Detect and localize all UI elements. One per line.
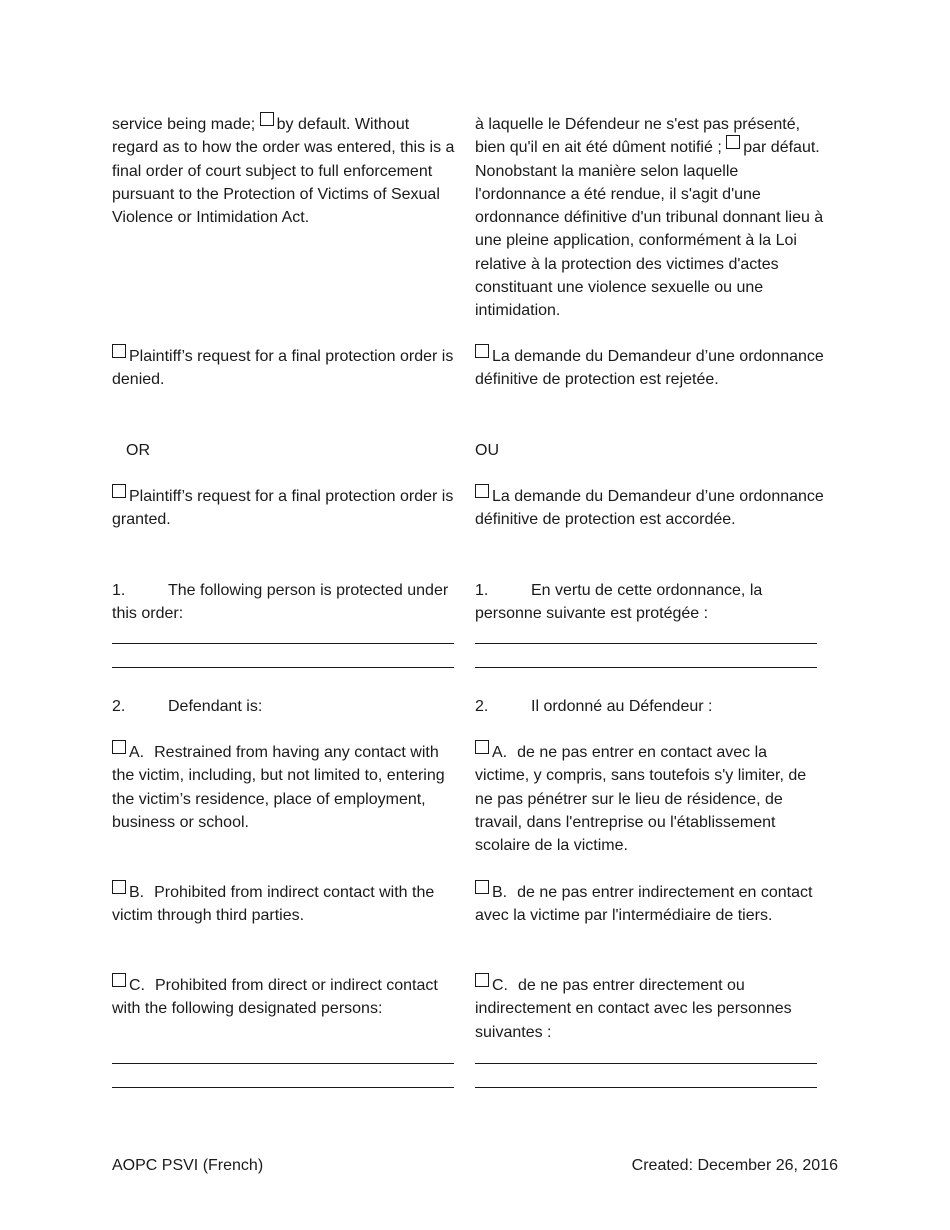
fr-granted-checkbox[interactable] <box>475 484 489 498</box>
en-denied-checkbox[interactable] <box>112 344 126 358</box>
en-option-a <box>112 741 457 834</box>
fr-designated-persons-line-1[interactable] <box>475 1063 817 1064</box>
en-option-b-label: B. <box>129 884 145 901</box>
en-item-1-text: The following person is protected under this order: <box>112 582 449 623</box>
fr-intro-body: par défaut. Nonobstant la manière selon laquelle l'ordonnance a été rendue, il s'agit d'une ordonnance définitive d'un tribunal donnant lieu à une pleine application, conformément à la Loi relative à la protection des victimes d'actes constituant une violence sexuelle ou une intimidation. <box>475 139 824 320</box>
fr-denied-checkbox[interactable] <box>475 344 489 358</box>
en-granted-checkbox[interactable] <box>112 484 126 498</box>
fr-option-a-label: A. <box>492 744 508 761</box>
fr-option-b-text: de ne pas entrer indirectement en contact avec la victime par l'intermédiaire de tiers. <box>475 884 813 925</box>
fr-option-a <box>475 741 825 857</box>
fr-item-2-text: Il ordonné au Défendeur : <box>531 698 713 715</box>
fr-item-1-text: En vertu de cette ordonnance, la personne suivante est protégée : <box>475 582 763 623</box>
en-option-b-text: Prohibited from indirect contact with the victim through third parties. <box>112 884 435 925</box>
en-option-a-label: A. <box>129 744 145 761</box>
fr-option-a-checkbox[interactable] <box>475 740 489 754</box>
en-intro-paragraph <box>112 113 457 229</box>
en-option-c-text: Prohibited from direct or indirect contact with the following designated persons: <box>112 977 438 1018</box>
fr-option-c-checkbox[interactable] <box>475 973 489 987</box>
en-item-2-number: 2. <box>112 698 126 715</box>
en-protected-person-line-1[interactable] <box>112 643 454 644</box>
en-option-c <box>112 974 457 1021</box>
fr-option-c <box>475 974 825 1044</box>
fr-or-label: OU <box>475 442 499 459</box>
fr-protected-person-line-2[interactable] <box>475 667 817 668</box>
fr-denied-option <box>475 345 825 392</box>
fr-option-b-label: B. <box>492 884 508 901</box>
en-or-label: OR <box>126 442 150 459</box>
fr-designated-persons-line-2[interactable] <box>475 1087 817 1088</box>
en-granted-text: Plaintiff’s request for a final protection order is granted. <box>112 488 454 529</box>
en-denied-text: Plaintiff’s request for a final protection order is denied. <box>112 348 454 389</box>
en-intro-body: by default. Without regard as to how the order was entered, this is a final order of court subject to full enforcement pursuant to the Protection of Victims of Sexual Violence or Intimidation Act. <box>112 116 455 227</box>
fr-item-1 <box>475 579 825 626</box>
fr-item-1-number: 1. <box>475 582 489 599</box>
en-item-1 <box>112 579 457 626</box>
fr-granted-text: La demande du Demandeur d’une ordonnance définitive de protection est accordée. <box>475 488 824 529</box>
fr-intro-paragraph <box>475 113 825 323</box>
en-item-2-text: Defendant is: <box>168 698 263 715</box>
fr-option-c-text: de ne pas entrer directement ou indirectement en contact avec les personnes suivantes : <box>475 977 792 1041</box>
en-intro-lead: service being made; <box>112 116 256 133</box>
fr-intro-lead: à laquelle le Défendeur ne s'est pas présenté, bien qu'il en ait été dûment notifié ; <box>475 116 801 157</box>
fr-option-b-checkbox[interactable] <box>475 880 489 894</box>
fr-item-2-number: 2. <box>475 698 489 715</box>
en-granted-option <box>112 485 457 532</box>
en-option-c-checkbox[interactable] <box>112 973 126 987</box>
fr-option-a-text: de ne pas entrer en contact avec la victime, y compris, sans toutefois s'y limiter, de ne pas pénétrer sur le lieu de résidence, de travail, dans l'entreprise ou l'établissement scolaire de la victime. <box>475 744 807 855</box>
en-option-c-label: C. <box>129 977 145 994</box>
en-default-checkbox[interactable] <box>260 112 274 126</box>
fr-option-c-label: C. <box>492 977 508 994</box>
en-item-1-number: 1. <box>112 582 126 599</box>
fr-default-checkbox[interactable] <box>726 135 740 149</box>
footer-created-date: Created: December 26, 2016 <box>631 1157 838 1174</box>
en-designated-persons-line-1[interactable] <box>112 1063 454 1064</box>
en-protected-person-line-2[interactable] <box>112 667 454 668</box>
en-designated-persons-line-2[interactable] <box>112 1087 454 1088</box>
en-option-b-checkbox[interactable] <box>112 880 126 894</box>
fr-granted-option <box>475 485 825 532</box>
en-denied-option <box>112 345 457 392</box>
fr-option-b <box>475 881 825 928</box>
en-option-a-text: Restrained from having any contact with the victim, including, but not limited to, entering the victim’s residence, place of employment, business or school. <box>112 744 445 831</box>
en-option-b <box>112 881 457 928</box>
en-item-2 <box>112 695 457 718</box>
en-option-a-checkbox[interactable] <box>112 740 126 754</box>
fr-denied-text: La demande du Demandeur d’une ordonnance définitive de protection est rejetée. <box>475 348 824 389</box>
fr-protected-person-line-1[interactable] <box>475 643 817 644</box>
footer-form-id: AOPC PSVI (French) <box>112 1157 264 1174</box>
fr-item-2 <box>475 695 825 718</box>
